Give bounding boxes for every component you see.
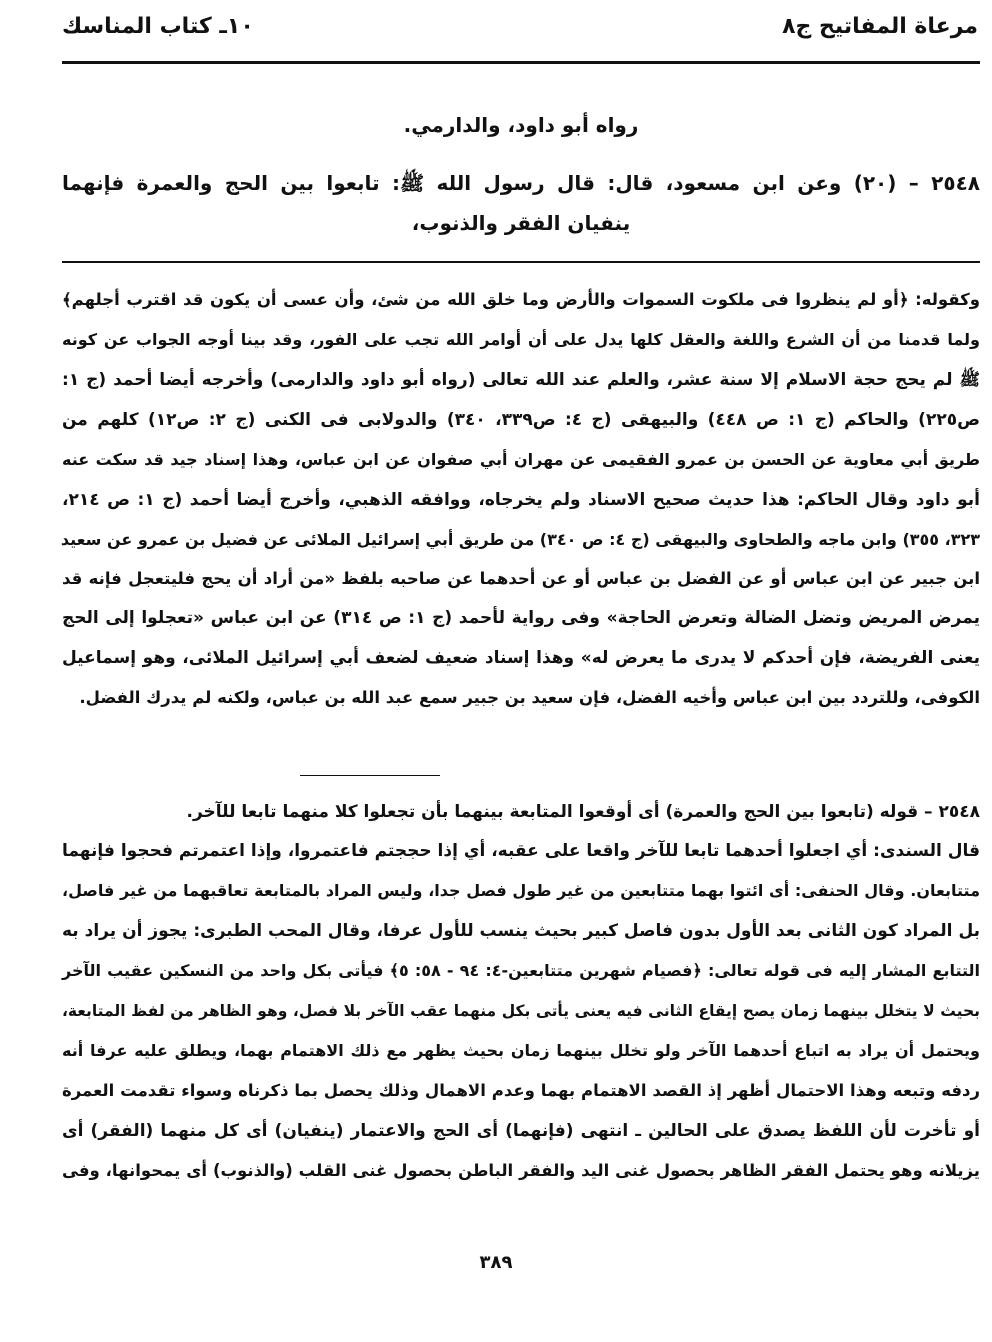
commentary-line: متتابعان. وقال الحنفى: أى ائتوا بهما متتابعين من غير طول فصل جدا، وليس المراد بالمتابعة تعاقبهما من غير فاصل، — [62, 881, 980, 900]
hadith-source-prev: رواه أبو داود، والدارمي. — [403, 113, 639, 137]
header-rule — [62, 61, 980, 64]
commentary-line: ابن جبير عن ابن عباس أو عن الفضل بن عباس أو عن أحدهما عن صاحبه بلفظ «من أراد أن يحج فليتعجل فإنه قد — [62, 569, 980, 588]
commentary-line: ولما قدمنا من أن الشرع واللغة والعقل كلها يدل على أن أوامر الله تجب على الفور، وقد بينا أوجه الجواب عن كونه — [62, 330, 980, 349]
commentary-line: ردفه وتبعه وهذا الاحتمال أظهر إذ القصد الاهتمام بهما وعدم الاهمال وذلك يحصل بما ذكرناه وسواء تقدمت العمرة — [62, 1081, 980, 1100]
commentary-line: ٣٢٣، ٣٥٥) وابن ماجه والطحاوى والبيهقى (ج ٤: ص ٣٤٠) من طريق أبي إسرائيل الملائى عن فضيل بن عمرو عن سعيد — [60, 530, 980, 549]
commentary-line: ويحتمل أن يراد به اتباع أحدهما الآخر ولو تخلل بينهما زمان بحيث يظهر مع ذلك الاهتمام بهما، ويطلق عليه عرفا أنه — [62, 1041, 980, 1060]
commentary-line: ﷺ لم يحج حجة الاسلام إلا سنة عشر، والعلم عند الله تعالى (رواه أبو داود والدارمى) وأخرجه أيضا أحمد (ج ١: — [62, 370, 980, 390]
running-header-chapter: ١٠ـ كتاب المناسك — [62, 14, 254, 39]
commentary-line: أو تأخرت لأن اللفظ يصدق على الحالين ـ انتهى (فإنهما) أى الحج والاعتمار (ينفيان) أى كل منهما (الفقر) أى — [62, 1121, 980, 1141]
page-number: ٣٨٩ — [479, 1252, 513, 1273]
commentary-line: يعنى الفريضة، فإن أحدكم لا يدرى ما يعرض له» وهذا إسناد ضعيف لضعف أبي إسرائيل الملائى، وهو إسماعيل — [62, 648, 980, 668]
commentary-line: طريق أبي معاوية عن الحسن بن عمرو الفقيمى عن مهران أبي صفوان عن ابن عباس، وهذا إسناد جيد قد سكت عنه — [62, 450, 980, 469]
commentary-line: أبو داود وقال الحاكم: هذا حديث صحيح الاسناد ولم يخرجاه، ووافقه الذهبي، وأخرج أيضا أحمد (ج ١: ص ٢١٤، — [62, 490, 980, 510]
running-header-title: مرعاة المفاتيح ج٨ — [782, 14, 978, 39]
separator-rule — [300, 775, 440, 776]
commentary-line: ٢٥٤٨ – قوله (تابعوا بين الحج والعمرة) أى أوقعوا المتابعة بينهما بأن تجعلوا كلا منهما تابعا للآخر. — [186, 802, 980, 822]
commentary-line: التتابع المشار إليه فى قوله تعالى: ﴿فصيام شهرين متتابعين-٤: ٩٤ - ٥٨: ٥﴾ فيأتى بكل واحد من النسكين عقيب الآخر — [62, 961, 981, 980]
commentary-line: ص٢٢٥) والحاكم (ج ١: ص ٤٤٨) والبيهقى (ج ٤: ص٣٣٩، ٣٤٠) والدولابى فى الكنى (ج ٢: ص١٢) كلهم من — [62, 410, 980, 430]
commentary-line: يمرض المريض وتضل الضالة وتعرض الحاجة» وفى رواية لأحمد (ج ١: ص ٣١٤) عن ابن عباس «تعجلوا إلى الحج — [62, 608, 980, 628]
commentary-line: بحيث لا يتخلل بينهما زمان يصح إيقاع الثانى فيه يعنى يأتى بكل منهما عقب الآخر بلا فصل، وهو الظاهر من لفظ المتابعة، — [62, 1002, 980, 1020]
commentary-line: الكوفى، وللتردد بين ابن عباس وأخيه الفضل، فإن سعيد بن جبير سمع عبد الله بن عباس، ولكنه لم يدرك الفضل. — [79, 688, 980, 707]
section-rule — [62, 261, 980, 263]
commentary-line: بل المراد كون الثانى بعد الأول بدون فاصل كبير بحيث ينسب للأول عرفا، وقال المحب الطبرى: يجوز أن يراد به — [62, 921, 980, 941]
commentary-line: قال السندى: أي اجعلوا أحدهما تابعا للآخر واقعا على عقبه، أي إذا حججتم فاعتمروا، وإذا اعتمرتم فحجوا فإنهما — [62, 841, 980, 861]
hadith-text-line-2: ينفيان الفقر والذنوب، — [411, 211, 631, 235]
hadith-text-line-1: ٢٥٤٨ – (٢٠) وعن ابن مسعود، قال: قال رسول الله ﷺ: تابعوا بين الحج والعمرة فإنهما — [62, 171, 980, 195]
commentary-line: يزيلانه وهو يحتمل الفقر الظاهر بحصول غنى اليد والفقر الباطن بحصول غنى القلب (والذنوب) أى يمحوانها، وفى — [62, 1161, 980, 1180]
commentary-line: وكقوله: ﴿أو لم ينظروا فى ملكوت السموات والأرض وما خلق الله من شئ، وأن عسى أن يكون قد اقترب أجلهم﴾ — [62, 290, 980, 309]
